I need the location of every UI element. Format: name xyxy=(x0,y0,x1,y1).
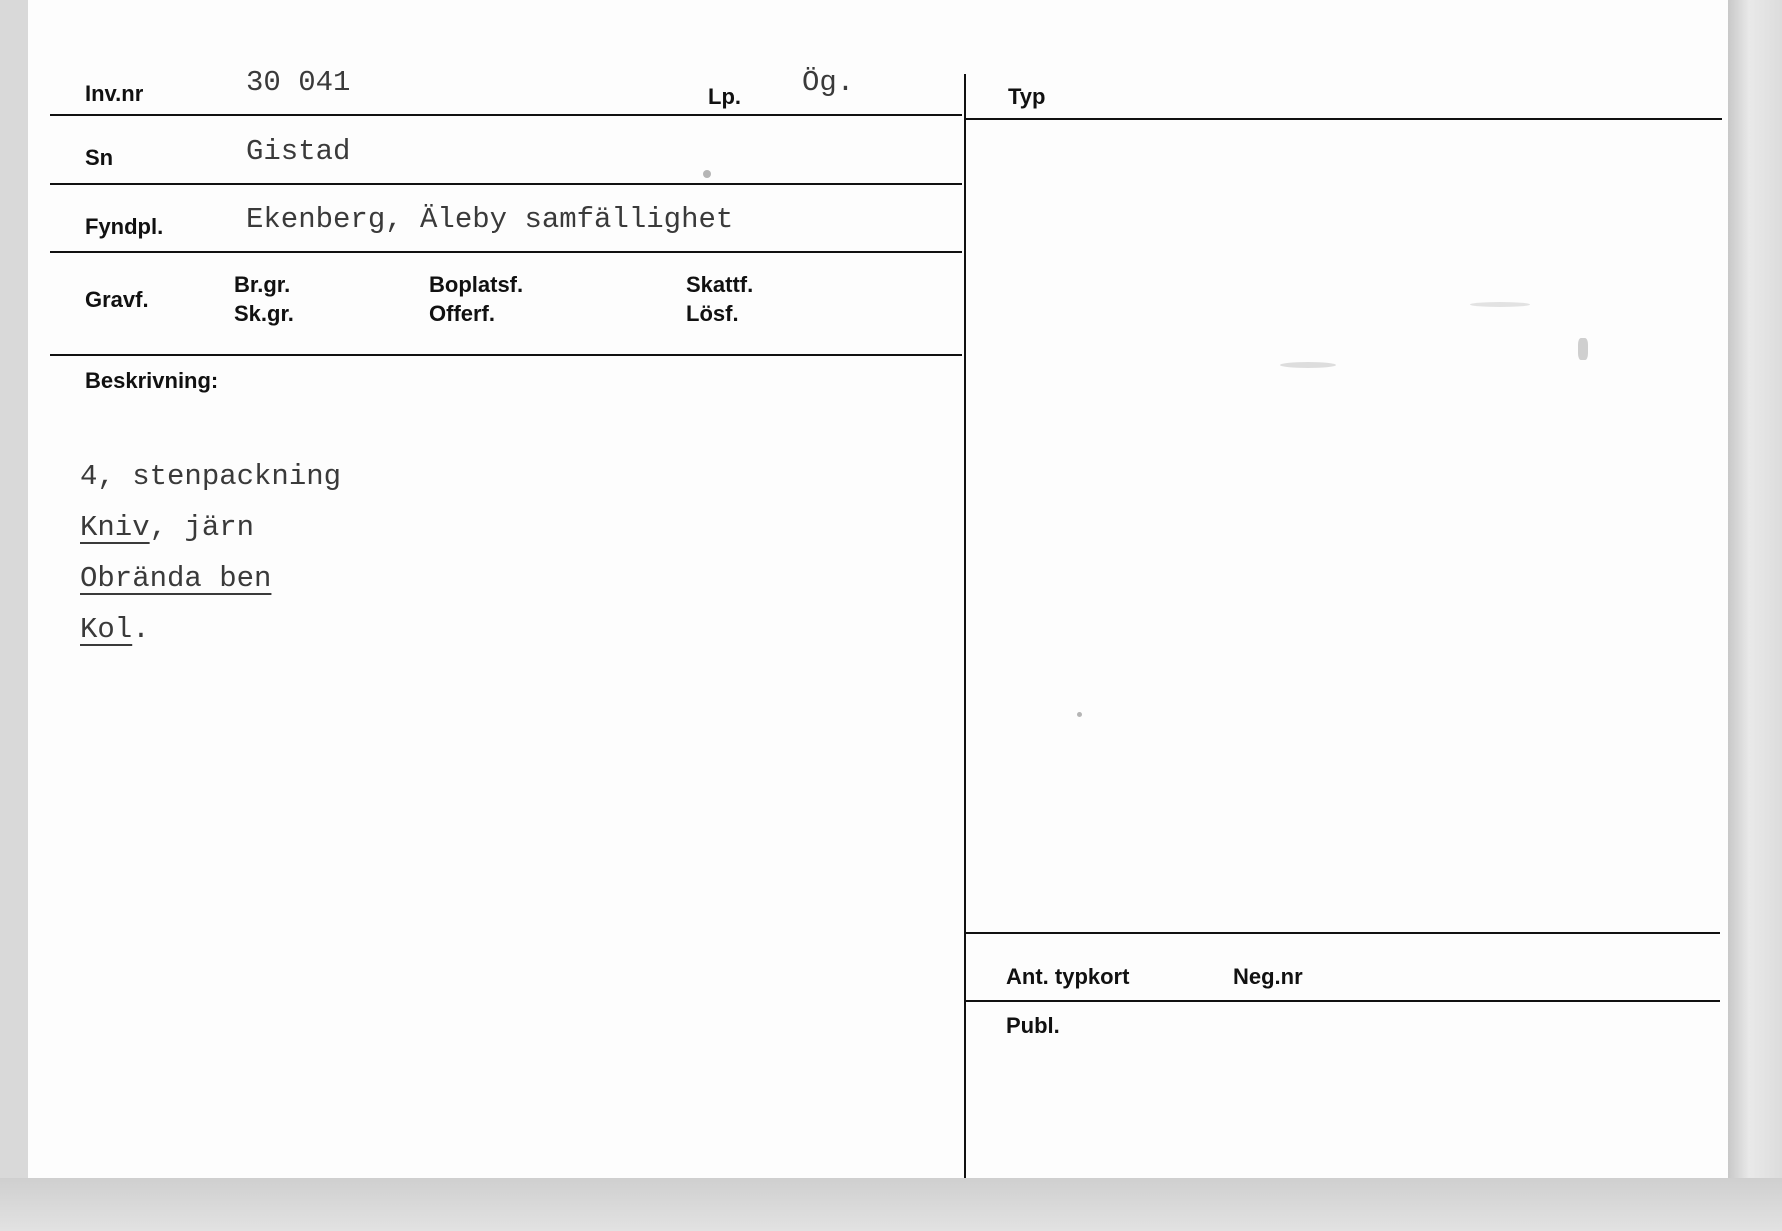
fyndpl-value: Ekenberg, Äleby samfällighet xyxy=(246,203,734,236)
scan-speck xyxy=(1470,302,1530,307)
fyndpl-label: Fyndpl. xyxy=(85,214,164,239)
description-underlined: Obrända ben xyxy=(80,562,272,595)
sn-label: Sn xyxy=(85,145,114,170)
category-brgr: Br.gr. xyxy=(234,272,291,297)
description-text: . xyxy=(132,613,150,646)
rule-inv xyxy=(50,114,962,116)
typ-label: Typ xyxy=(1008,84,1046,109)
scan-speck xyxy=(1578,338,1588,360)
sn-value: Gistad xyxy=(246,135,351,168)
rule-typ xyxy=(966,118,1722,120)
description-underlined: Kol xyxy=(80,613,133,646)
rule-gravf xyxy=(50,354,962,356)
lp-value: Ög. xyxy=(802,66,855,99)
ant-typkort-label: Ant. typkort xyxy=(1006,964,1130,989)
category-boplatsf: Boplatsf. xyxy=(429,272,524,297)
beskrivning-label: Beskrivning: xyxy=(85,368,219,393)
description-line xyxy=(80,615,150,644)
publ-label: Publ. xyxy=(1006,1013,1060,1038)
category-offerf: Offerf. xyxy=(429,301,495,326)
rule-ant-typkort xyxy=(966,932,1720,934)
scan-speck xyxy=(703,170,711,178)
gravf-label: Gravf. xyxy=(85,287,149,312)
rule-sn xyxy=(50,183,962,185)
category-skattf: Skattf. xyxy=(686,272,754,297)
description-line xyxy=(80,513,254,542)
description-text: , järn xyxy=(149,511,255,544)
column-divider xyxy=(964,74,966,1178)
negnr-label: Neg.nr xyxy=(1233,964,1303,989)
description-underlined: Kniv xyxy=(80,511,150,544)
inv-value: 30 041 xyxy=(246,66,351,99)
description-line xyxy=(80,564,271,593)
description-line xyxy=(80,462,341,491)
rule-publ xyxy=(966,1000,1720,1002)
lp-label: Lp. xyxy=(708,84,741,109)
inv-label: Inv.nr xyxy=(85,81,144,106)
category-losf: Lösf. xyxy=(686,301,739,326)
scan-speck xyxy=(1077,712,1082,717)
category-skgr: Sk.gr. xyxy=(234,301,294,326)
scan-speck xyxy=(1280,362,1336,368)
description-text: 4, stenpackning xyxy=(80,460,342,493)
scan-bottom-edge xyxy=(0,1178,1782,1231)
rule-fyndpl xyxy=(50,251,962,253)
scan-edge xyxy=(1728,0,1782,1231)
